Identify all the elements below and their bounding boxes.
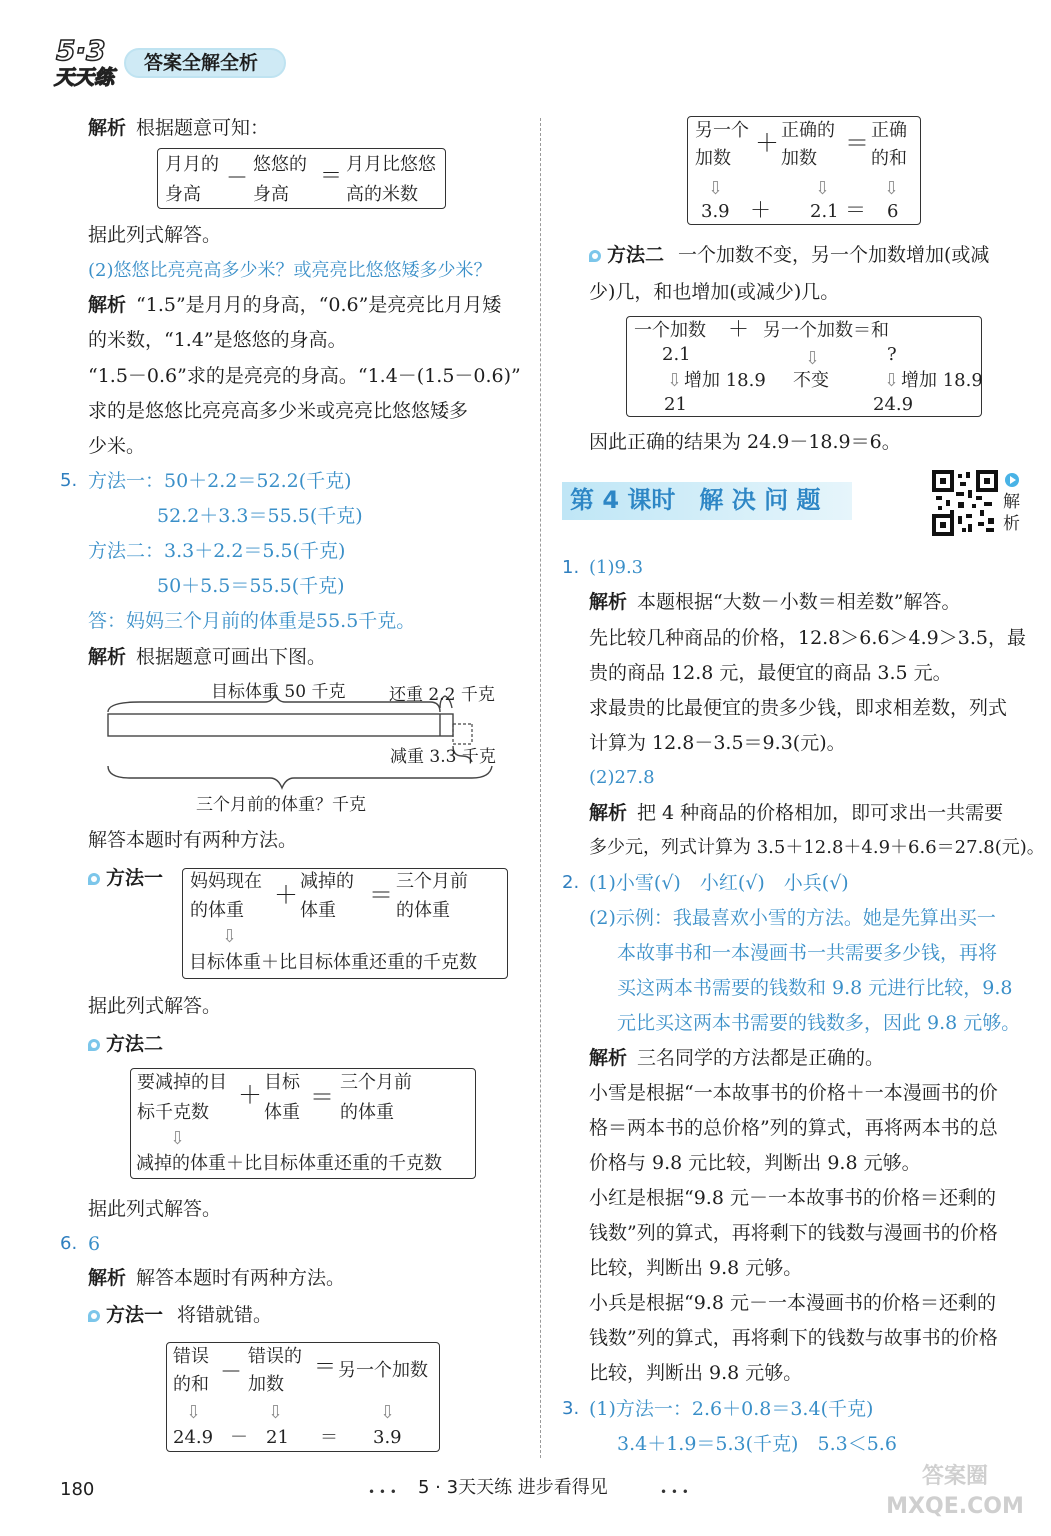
down-arrow-icon: ⇩ xyxy=(667,370,683,391)
lesson-title-bar xyxy=(562,482,852,520)
svg-text:5·3: 5·3 xyxy=(56,34,106,67)
box3-a1: 要减掉的目 xyxy=(137,1072,227,1093)
box3-c2: 的体重 xyxy=(340,1102,394,1123)
box1-c1: 月月比悠悠 xyxy=(346,154,436,175)
text: 本题根据“大数－小数＝相差数”解答。 xyxy=(637,591,961,613)
q1-answer-2: (2)27.8 xyxy=(589,767,655,788)
box4-v3: 3.9 xyxy=(373,1427,402,1448)
down-arrow-icon: ⇩ xyxy=(708,178,724,199)
box1-a1: 月月的 xyxy=(165,154,219,175)
header-banner xyxy=(124,48,286,78)
left-line-1 xyxy=(88,116,269,140)
play-icon[interactable] xyxy=(1005,473,1019,487)
text: 方法二 xyxy=(106,1033,164,1055)
qr-label-1: 解 xyxy=(1003,492,1020,512)
box5-op1: ＋ xyxy=(755,129,779,157)
text: “1.5”是月月的身高，“0.6”是亮亮比月月矮 xyxy=(136,294,502,316)
right-line-4 xyxy=(589,590,960,614)
jiexi-label: 解析 xyxy=(88,294,127,316)
box6-op1: ＋ xyxy=(728,317,749,341)
down-arrow-icon: ⇩ xyxy=(380,1402,396,1423)
bulb-icon xyxy=(88,871,102,887)
jiexi-label: 解析 xyxy=(88,646,127,668)
question-number-1: 1. xyxy=(562,557,580,578)
right-line-2: 少)几，和也增加(或减少)几。 xyxy=(589,281,840,303)
box5-v2: 2.1 xyxy=(810,201,839,222)
box2-c2: 的体重 xyxy=(396,900,450,921)
box4-vop2: ＝ xyxy=(320,1427,338,1448)
box3-op1: ＋ xyxy=(238,1081,262,1109)
left-line-8: 少米。 xyxy=(88,435,146,457)
q2-answer-2-l1: (2)示例：我最喜欢小雪的方法。她是先算出买一 xyxy=(589,907,996,929)
box1-b1: 悠悠的 xyxy=(253,154,307,175)
q3-answer-2: 3.4＋1.9＝5.3(千克) 5.3＜5.6 xyxy=(617,1433,897,1455)
right-line-9 xyxy=(589,801,1003,825)
question-number-3: 3. xyxy=(562,1398,580,1419)
box2-op1: ＋ xyxy=(274,881,298,909)
page-number: 180 xyxy=(60,1479,95,1500)
box3-c1: 三个月前 xyxy=(340,1072,412,1093)
left-line-9 xyxy=(88,645,326,669)
left-line-2: 据此列式解答。 xyxy=(88,224,222,246)
left-line-10: 解答本题时有两种方法。 xyxy=(88,829,298,851)
left-line-4 xyxy=(88,293,501,317)
right-line-13: 格＝两本书的总价格”列的算式，再将两本书的总 xyxy=(589,1117,998,1139)
method-1-label xyxy=(88,866,163,890)
box2-a2: 的体重 xyxy=(190,900,244,921)
box1-c2: 高的米数 xyxy=(346,184,418,205)
left-line-3: (2)悠悠比亮亮高多少米？或亮亮比悠悠矮多少米？ xyxy=(88,260,492,281)
box3-a2: 标千克数 xyxy=(137,1102,209,1123)
box2-c1: 三个月前 xyxy=(396,871,468,892)
box5-c1: 正确 xyxy=(871,120,907,141)
box1-b2: 身高 xyxy=(253,184,289,205)
left-line-11: 据此列式解答。 xyxy=(88,995,222,1017)
answer-6: 6 xyxy=(88,1233,101,1255)
box3-op2: ＝ xyxy=(310,1083,334,1111)
box1-op1: － xyxy=(226,166,249,191)
box4-c: 另一个加数 xyxy=(338,1360,428,1381)
box4-v2: 21 xyxy=(266,1427,289,1448)
jiexi-label: 解析 xyxy=(88,117,127,139)
bulb-icon xyxy=(589,248,603,264)
box4-vop1: － xyxy=(230,1427,248,1448)
diag-target-label: 目标体重 50 千克 xyxy=(211,682,346,702)
box6-v1: 2.1 xyxy=(662,344,691,365)
box4-op1: － xyxy=(220,1360,243,1385)
method-3-label xyxy=(88,1303,272,1327)
footer-slogan: 5 · 3天天练 进步看得见 xyxy=(418,1477,608,1498)
method-2-label xyxy=(88,1032,163,1056)
q1-answer-1: (1)9.3 xyxy=(589,557,644,578)
box4-a1: 错误 xyxy=(173,1346,209,1367)
box5-vop1: ＋ xyxy=(750,198,771,222)
lesson-title: 第 4 课时 解 决 问 题 xyxy=(570,486,821,514)
right-line-14: 价格与 9.8 元比较，判断出 9.8 元够。 xyxy=(589,1152,921,1174)
q2-answer-2-l2: 本故事书和一本漫画书一共需要多少钱，再将 xyxy=(617,942,998,964)
logo xyxy=(52,30,122,90)
jiexi-label: 解析 xyxy=(88,1267,127,1289)
bulb-icon xyxy=(88,1308,102,1324)
right-line-19: 钱数”列的算式，再将剩下的钱数与故事书的价格 xyxy=(589,1327,998,1349)
box2-a1: 妈妈现在 xyxy=(190,871,262,892)
box6-h2: 另一个加数＝和 xyxy=(763,320,889,341)
box5-v1: 3.9 xyxy=(701,201,730,222)
box3-b1: 目标 xyxy=(264,1072,300,1093)
m2b: 50＋5.5＝55.5(千克) xyxy=(157,575,345,597)
box2-b2: 体重 xyxy=(300,900,336,921)
box6-w1: 21 xyxy=(664,394,687,415)
down-arrow-icon: ⇩ xyxy=(268,1402,284,1423)
box4-v1: 24.9 xyxy=(173,1427,214,1448)
diag-before-label: 三个月前的体重？千克 xyxy=(196,795,366,815)
right-line-12: 小雪是根据“一本故事书的价格＋一本漫画书的价 xyxy=(589,1082,998,1104)
box1-a2: 身高 xyxy=(165,184,201,205)
down-arrow-icon: ⇩ xyxy=(222,926,238,947)
q3-answer-1: (1)方法一：2.6＋0.8＝3.4(千克) xyxy=(589,1398,874,1420)
svg-text:天天练: 天天练 xyxy=(54,65,114,89)
box6-inc1: 增加 18.9 xyxy=(684,370,766,391)
right-line-6: 贵的商品 12.8 元，最便宜的商品 3.5 元。 xyxy=(589,662,952,684)
box2-op2: ＝ xyxy=(369,881,393,909)
bulb-icon xyxy=(88,1037,102,1053)
box5-b2: 加数 xyxy=(781,148,817,169)
left-line-7: 求的是悠悠比亮亮高多少米或亮亮比悠悠矮多 xyxy=(88,400,469,422)
left-line-5: 的米数，“1.4”是悠悠的身高。 xyxy=(88,329,347,351)
box5-a1: 另一个 xyxy=(695,120,749,141)
box2-bottom: 目标体重＋比目标体重还重的千克数 xyxy=(189,952,477,973)
right-line-10: 多少元，列式计算为 3.5＋12.8＋4.9＋6.6＝27.8(元)。 xyxy=(589,837,1045,858)
box5-op2: ＝ xyxy=(845,129,869,157)
box5-v3: 6 xyxy=(887,201,899,222)
box5-b1: 正确的 xyxy=(781,120,835,141)
question-number-2: 2. xyxy=(562,872,580,893)
text: 解答本题时有两种方法。 xyxy=(136,1267,346,1289)
method-4-label xyxy=(589,243,989,267)
right-line-20: 比较，判断出 9.8 元够。 xyxy=(589,1362,803,1384)
box5-vop2: ＝ xyxy=(845,198,866,222)
box6-v3: ? xyxy=(887,344,897,365)
q2-answer-1: (1)小雪(√) 小红(√) 小兵(√) xyxy=(589,872,849,894)
footer-dots-right: • • • xyxy=(660,1485,689,1499)
text: 把 4 种商品的价格相加，即可求出一共需要 xyxy=(637,802,1004,824)
down-arrow-icon: ⇩ xyxy=(170,1128,186,1149)
box5-c2: 的和 xyxy=(871,148,907,169)
logo-mark xyxy=(52,30,122,90)
question-number-5: 5. xyxy=(60,470,78,491)
m1b: 52.2＋3.3＝55.5(千克) xyxy=(157,505,363,527)
jiexi-label: 解析 xyxy=(589,802,628,824)
right-line-7: 求最贵的比最便宜的贵多少钱，即求相差数，列式 xyxy=(589,697,1008,719)
left-line-6: “1.5－0.6”求的是亮亮的身高。“1.4－(1.5－0.6)” xyxy=(88,365,521,387)
q2-answer-2-l4: 元比买这两本书需要的钱数多，因此 9.8 元够。 xyxy=(617,1012,1021,1034)
jiexi-label: 解析 xyxy=(589,591,628,613)
answer-5: 答：妈妈三个月前的体重是55.5千克。 xyxy=(88,610,416,632)
right-line-11 xyxy=(589,1046,884,1070)
question-number-6: 6. xyxy=(60,1233,78,1254)
right-line-8: 计算为 12.8－3.5＝9.3(元)。 xyxy=(589,732,846,754)
m2a: 方法二：3.3＋2.2＝5.5(千克) xyxy=(88,540,346,562)
down-arrow-icon: ⇩ xyxy=(815,178,831,199)
diag-still-label: 还重 2.2 千克 xyxy=(389,685,495,705)
down-arrow-icon: ⇩ xyxy=(186,1402,202,1423)
box4-op2: ＝ xyxy=(314,1355,337,1380)
jiexi-label: 解析 xyxy=(589,1047,628,1069)
watermark: 答案圈 MXQE.COM xyxy=(886,1464,1024,1519)
qr-code-icon xyxy=(932,470,1002,536)
footer-dots-left: • • • xyxy=(368,1485,397,1499)
qr-label-2: 析 xyxy=(1003,514,1020,534)
text: 根据题意可画出下图。 xyxy=(136,646,327,668)
text: 一个加数不变，另一个加数增加(或减 xyxy=(678,244,990,266)
down-arrow-icon: ⇩ xyxy=(884,178,900,199)
box6-nochange: 不变 xyxy=(793,370,829,391)
right-line-17: 比较，判断出 9.8 元够。 xyxy=(589,1257,803,1279)
box6-w3: 24.9 xyxy=(873,394,914,415)
m1a: 方法一：50＋2.2＝52.2(千克) xyxy=(88,470,352,492)
box3-bottom: 减掉的体重＋比目标体重还重的千克数 xyxy=(136,1153,442,1174)
diag-lost-label: 减重 3.3 千克 xyxy=(390,747,496,767)
text: 根据题意可知： xyxy=(136,117,270,139)
text: 方法二 xyxy=(607,244,665,266)
right-line-5: 先比较几种商品的价格，12.8＞6.6＞4.9＞3.5，最 xyxy=(589,627,1026,649)
box4-b1: 错误的 xyxy=(248,1346,302,1367)
text: 三名同学的方法都是正确的。 xyxy=(637,1047,885,1069)
right-line-16: 钱数”列的算式，再将剩下的钱数与漫画书的价格 xyxy=(589,1222,998,1244)
down-arrow-icon: ⇩ xyxy=(884,370,900,391)
box1-op2: ＝ xyxy=(320,164,343,189)
box6-inc2: 增加 18.9 xyxy=(901,370,983,391)
left-line-12: 据此列式解答。 xyxy=(88,1198,222,1220)
box4-b2: 加数 xyxy=(248,1374,284,1395)
left-line-13 xyxy=(88,1266,345,1290)
box2-b1: 减掉的 xyxy=(300,871,354,892)
right-line-3: 因此正确的结果为 24.9－18.9＝6。 xyxy=(589,431,901,453)
box6-h1: 一个加数 xyxy=(634,320,706,341)
text: 方法一 xyxy=(106,867,164,889)
box5-a2: 加数 xyxy=(695,148,731,169)
right-line-18: 小兵是根据“9.8 元－一本漫画书的价格＝还剩的 xyxy=(589,1292,996,1314)
box4-a2: 的和 xyxy=(173,1374,209,1395)
column-divider xyxy=(540,118,541,1458)
q2-answer-2-l3: 买这两本书需要的钱数和 9.8 元进行比较，9.8 xyxy=(617,977,1013,999)
text: 方法一 xyxy=(106,1304,164,1326)
down-arrow-icon: ⇩ xyxy=(805,348,821,369)
box3-b2: 体重 xyxy=(264,1102,300,1123)
right-line-15: 小红是根据“9.8 元－一本故事书的价格＝还剩的 xyxy=(589,1187,996,1209)
header-banner-text: 答案全解全析 xyxy=(144,52,259,74)
text: 将错就错。 xyxy=(177,1304,273,1326)
